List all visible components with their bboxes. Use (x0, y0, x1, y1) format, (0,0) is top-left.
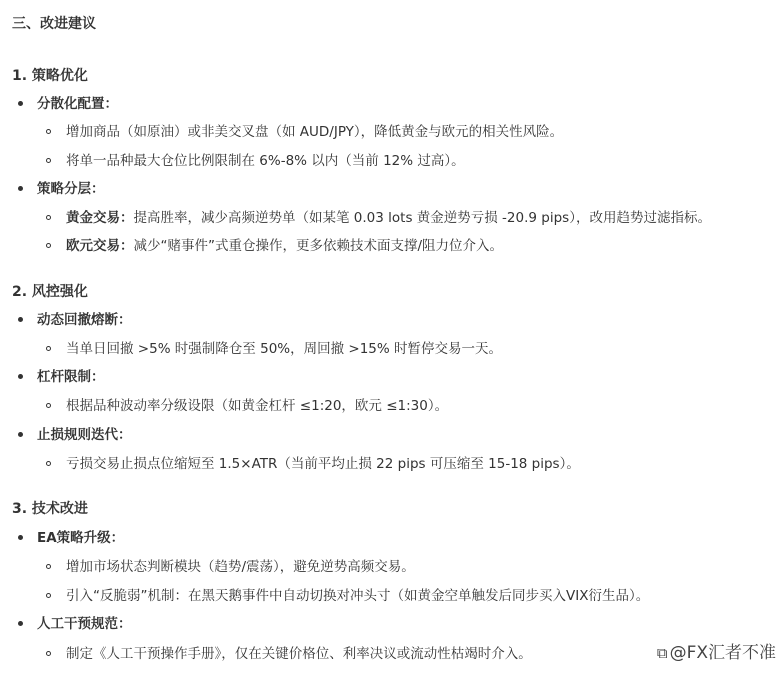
circle-bullet-icon (46, 129, 51, 134)
sub-item-text: 制定《人工干预操作手册》，仅在关键价格位、利率决议或流动性枯竭时介入。 (66, 646, 532, 662)
zhihu-logo-icon: ⧉ (656, 644, 668, 662)
sub-item-text: 根据品种波动率分级设限（如黄金杠杆 ≤1:20，欧元 ≤1:30）。 (66, 398, 449, 414)
section-title: 1. 策略优化 (12, 68, 88, 84)
bullet-icon (18, 101, 23, 106)
sub-item-text: 引入“反脆弱”机制：在黑天鹅事件中自动切换对冲头寸（如黄金空单触发后同步买入VIX衍生品）。 (66, 588, 650, 604)
circle-bullet-icon (46, 158, 51, 163)
circle-bullet-icon (46, 461, 51, 466)
sub-list-item (46, 236, 503, 256)
circle-bullet-icon (46, 593, 51, 598)
sub-item-text: 减少“赌事件”式重仓操作，更多依赖技术面支撑/阻力位介入。 (133, 238, 504, 254)
list-item-label: 杠杆限制： (37, 369, 105, 385)
list-item-label: 止损规则迭代： (37, 427, 132, 443)
sub-list-item (46, 586, 649, 606)
bullet-icon (18, 186, 23, 191)
circle-bullet-icon (46, 243, 51, 248)
sub-list-item (46, 644, 532, 664)
sub-item-bold: 欧元交易： (66, 238, 134, 254)
list-item-label: 人工干预规范： (37, 616, 132, 632)
bullet-icon (18, 317, 23, 322)
list-item (18, 179, 105, 199)
circle-bullet-icon (46, 403, 51, 408)
sub-item-text: 增加市场状态判断模块（趋势/震荡），避免逆势高频交易。 (66, 559, 415, 575)
list-item-label: 动态回撤熔断： (37, 312, 132, 328)
sub-list-item (46, 208, 711, 228)
list-item-label: 分散化配置： (37, 96, 118, 112)
bullet-icon (18, 621, 23, 626)
list-item (18, 614, 132, 634)
watermark (657, 638, 776, 663)
list-item-label: EA策略升级： (37, 530, 125, 546)
list-item (18, 425, 132, 445)
bullet-icon (18, 535, 23, 540)
list-item-label: 策略分层： (37, 181, 105, 197)
sub-item-text: 提高胜率，减少高频逆势单（如某笔 0.03 lots 黄金逆势亏损 -20.9 pips），改用趋势过滤指标。 (133, 210, 711, 226)
sub-list-item (46, 454, 580, 474)
sub-item-text: 将单一品种最大仓位比例限制在 6%-8% 以内（当前 12% 过高）。 (66, 153, 465, 169)
document-heading: 三、改进建议 (12, 16, 96, 32)
sub-list-item (46, 396, 448, 416)
circle-bullet-icon (46, 215, 51, 220)
circle-bullet-icon (46, 651, 51, 656)
sub-list-item (46, 557, 415, 577)
list-item (18, 367, 105, 387)
bullet-icon (18, 374, 23, 379)
sub-list-item (46, 122, 563, 142)
list-item (18, 94, 118, 114)
bullet-icon (18, 432, 23, 437)
sub-item-bold: 黄金交易： (66, 210, 134, 226)
section-title: 2. 风控强化 (12, 284, 88, 300)
section-title: 3. 技术改进 (12, 501, 88, 517)
sub-item-text: 亏损交易止损点位缩短至 1.5×ATR（当前平均止损 22 pips 可压缩至 15-18 pips）。 (66, 456, 580, 472)
circle-bullet-icon (46, 564, 51, 569)
sub-item-text: 增加商品（如原油）或非美交叉盘（如 AUD/JPY），降低黄金与欧元的相关性风险。 (66, 124, 564, 140)
watermark-text: @FX汇者不准 (669, 643, 776, 663)
sub-item-text: 当单日回撤 >5% 时强制降仓至 50%，周回撤 >15% 时暂停交易一天。 (66, 341, 503, 357)
list-item (18, 310, 132, 330)
list-item (18, 528, 124, 548)
sub-list-item (46, 151, 465, 171)
circle-bullet-icon (46, 346, 51, 351)
sub-list-item (46, 339, 502, 359)
